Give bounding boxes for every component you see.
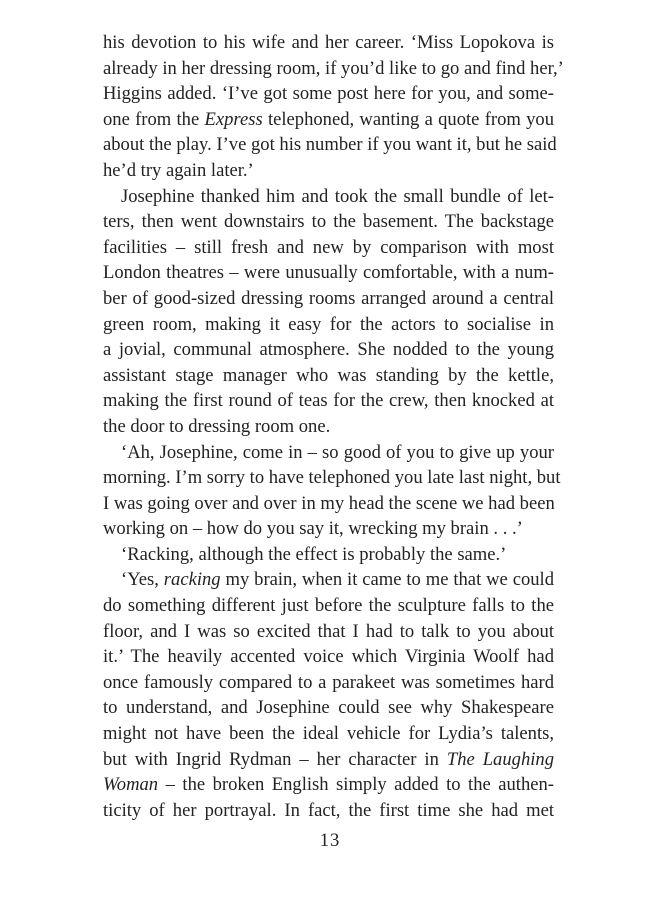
text-line: ber of good-sized dressing rooms arranged around a central	[103, 287, 554, 309]
text-line: his devotion to his wife and her career. ‘Miss Lopokova is	[103, 32, 554, 53]
text-line: the door to dressing room one.	[103, 415, 331, 437]
text-line: London theatres – were unusually comfortable, with a num-	[103, 262, 554, 284]
text-line: green room, making it easy for the actors to socialise in	[103, 313, 554, 335]
text-line: assistant stage manager who was standing by the kettle,	[103, 364, 554, 386]
text-line: it.’ The heavily accented voice which Virginia Woolf had	[103, 646, 554, 668]
page-number: 13	[319, 830, 341, 851]
text-line: floor, and I was so excited that I had to talk to you about	[103, 620, 554, 642]
text-line: do something different just before the sculpture falls to the	[103, 595, 554, 617]
text-line: ‘Racking, although the effect is probably the same.’	[121, 543, 507, 565]
text-line: Woman – the broken English simply added to the authen-	[103, 774, 554, 796]
text-line: about the play. I’ve got his number if you want it, but he said	[103, 134, 557, 156]
text-line: I was going over and over in my head the scene we had been	[103, 492, 555, 514]
text-line: working on – how do you say it, wrecking my brain . . .’	[103, 518, 523, 540]
text-line: but with Ingrid Rydman – her character in The Laughing	[103, 748, 555, 770]
text-line: morning. I’m sorry to have telephoned you late last night, but	[103, 467, 561, 489]
text-line: might not have been the ideal vehicle for Lydia’s talents,	[103, 723, 554, 745]
body-text	[103, 30, 564, 823]
text-line: making the first round of teas for the crew, then knocked at	[103, 390, 554, 412]
text-line: one from the Express telephoned, wanting a quote from you	[103, 108, 554, 130]
text-line: ticity of her portrayal. In fact, the first time she had met	[103, 799, 554, 821]
text-line: already in her dressing room, if you’d like to go and find her,’	[103, 57, 564, 79]
text-line: he’d try again later.’	[103, 159, 254, 181]
text-line: ters, then went downstairs to the basement. The backstage	[103, 211, 554, 233]
text-line: ‘Ah, Josephine, come in – so good of you to give up your	[121, 441, 554, 463]
text-line: Josephine thanked him and took the small bundle of let-	[121, 185, 554, 207]
text-line: to understand, and Josephine could see why Shakespeare	[103, 697, 554, 719]
text-line: Higgins added. ‘I’ve got some post here for you, and some-	[103, 83, 554, 105]
text-line: once famously compared to a parakeet was sometimes hard	[103, 671, 554, 693]
text-line: a jovial, communal atmosphere. She nodded to the young	[103, 339, 554, 361]
text-line: facilities – still fresh and new by comparison with most	[103, 236, 554, 258]
text-line: ‘Yes, racking my brain, when it came to me that we could	[121, 569, 554, 591]
